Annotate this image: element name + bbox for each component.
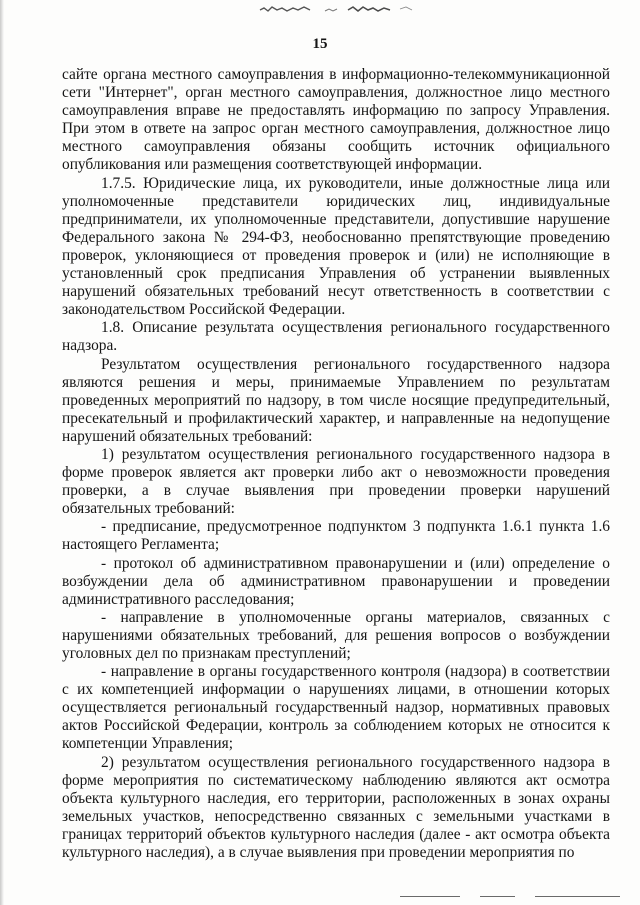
paragraph: 1.8. Описание результата осуществления регионального государственного надзора.: [62, 319, 610, 355]
page-number: 15: [312, 36, 328, 52]
paragraph: Результатом осуществления регионального государственного надзора являются решения и меры, принимаемые Управлением по результатам проведенных мероприятий по надзору, в том числе носящие предупредительный, пресекательный и профилактический характер, и направленные на недопущение нарушений обязательных требований:: [62, 355, 610, 445]
scan-artifact-top: [230, 2, 430, 16]
scan-line: [480, 896, 515, 897]
scan-edge-shadow: [0, 0, 4, 905]
paragraph: 1.7.5. Юридические лица, их руководители, иные должностные лица или уполномоченные представители юридических лиц, индивидуальные предприниматели, их уполномоченные представители, допустившие нарушение Федерального закона № 294-ФЗ, необоснованно препятствующие проведению проверок, уклоняющиеся от проведения проверок и (или) не исполняющие в установленный срок предписания Управления об устранении выявленных нарушений обязательных требований несут ответственность в соответствии с законодательством Российской Федерации.: [62, 174, 610, 319]
list-item: - направление в уполномоченные органы материалов, связанных с нарушениями обязательных требований, для решения вопросов о возбуждении уголовных дел по признакам преступлений;: [62, 608, 610, 662]
paragraph: 1) результатом осуществления регионального государственного надзора в форме проверок является акт проверки либо акт о невозможности проведения проверки, а в случае выявления при проведении проверки нарушений обязательных требований:: [62, 445, 610, 518]
scan-line: [400, 896, 460, 897]
scan-line: [535, 896, 620, 897]
list-item: - предписание, предусмотренное подпунктом 3 подпункта 1.6.1 пункта 1.6 настоящего Регламента;: [62, 518, 610, 554]
list-item: - протокол об административном правонарушении и (или) определение о возбуждении дела об административном правонарушении и проведении административного расследования;: [62, 554, 610, 608]
paragraph: 2) результатом осуществления регионального государственного надзора в форме мероприятия по систематическому наблюдению являются акт осмотра объекта культурного наследия, его территории, расположенных в зонах охраны земельных участков, непосредственно связанных с земельными участками в границах территорий объектов культурного наследия (далее - акт осмотра объекта культурного наследия), а в случае выявления при проведении мероприятия по: [62, 753, 610, 862]
paragraph: сайте органа местного самоуправления в информационно-телекоммуникационной сети "Интернет", орган местного самоуправления, должностное лицо местного самоуправления вправе не предоставлять информацию по запросу Управления. При этом в ответе на запрос орган местного самоуправления, должностное лицо местного самоуправления обязаны сообщить источник официального опубликования или размещения соответствующей информации.: [62, 66, 610, 174]
list-item: - направление в органы государственного контроля (надзора) в соответствии с их компетенцией информации о нарушениях лицами, в отношении которых осуществляется региональный государственный надзор, нормативных правовых актов Российской Федерации, контроль за соблюдением которых не относится к компетенции Управления;: [62, 663, 610, 753]
body-text: [62, 66, 610, 862]
scan-artifact-bottom: [400, 895, 620, 899]
